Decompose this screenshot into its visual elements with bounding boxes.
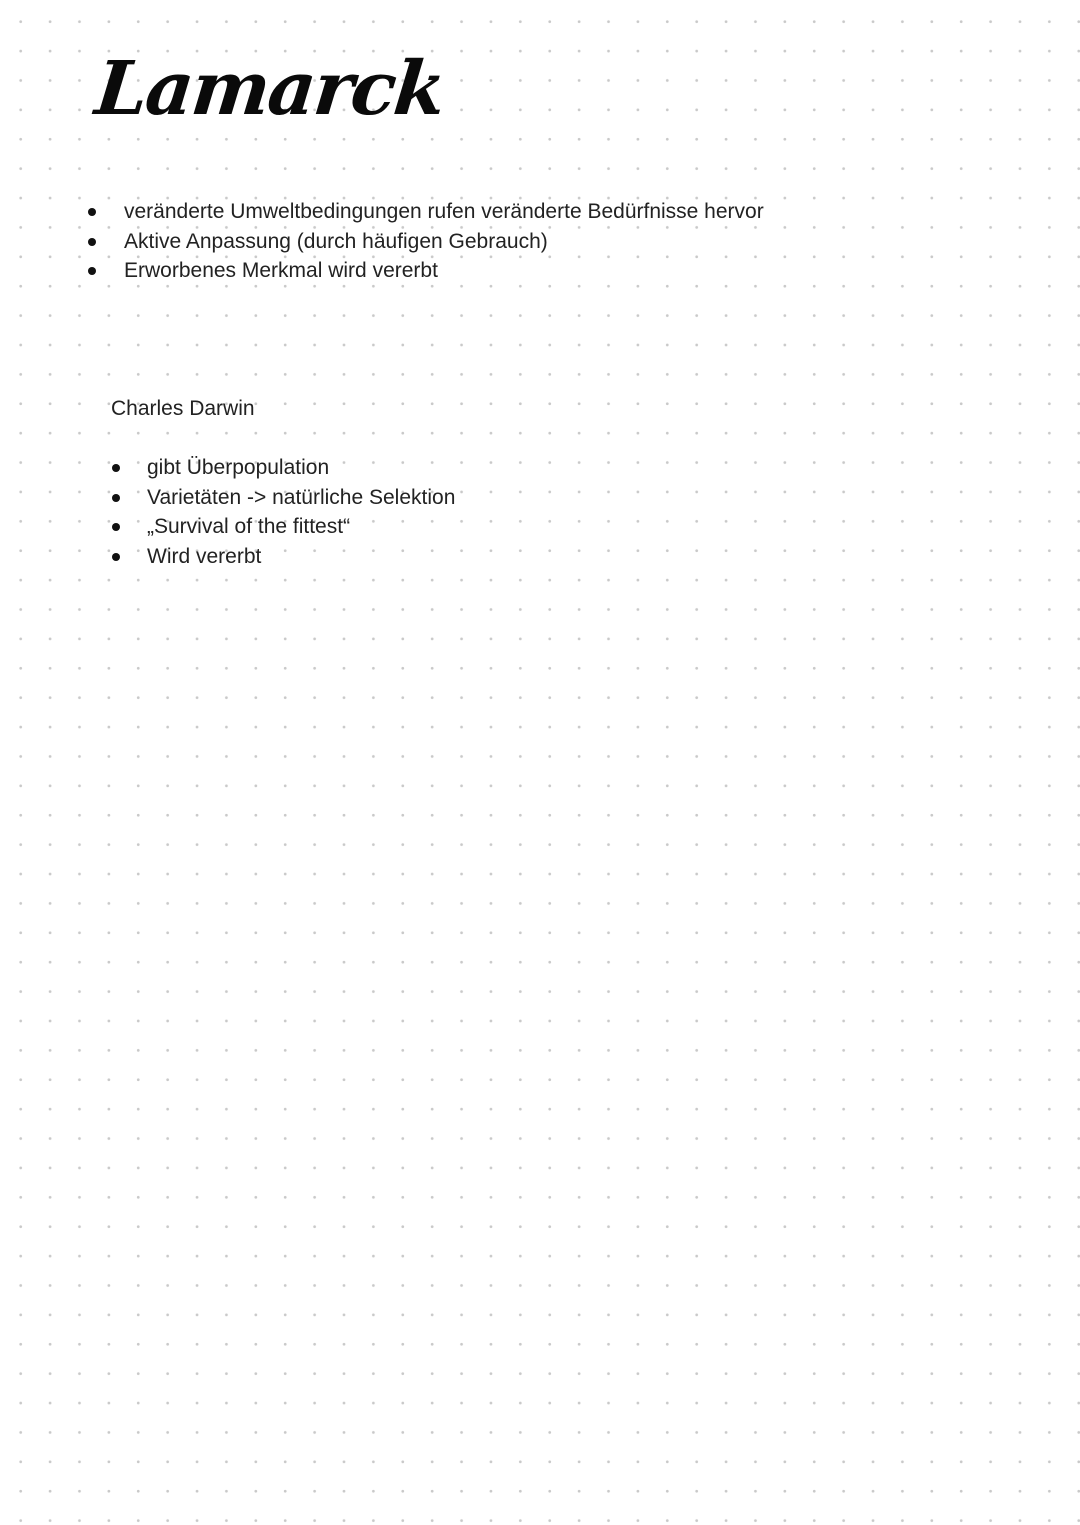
lamarck-bullet-list — [124, 197, 764, 286]
page-title: Lamarck — [91, 46, 449, 132]
list-item — [147, 542, 747, 572]
list-item-text: veränderte Umweltbedingungen rufen veränderte Bedürfnisse hervor — [124, 200, 764, 223]
bullet-icon — [88, 238, 96, 246]
list-item — [124, 227, 764, 257]
list-item-text: Erworbenes Merkmal wird vererbt — [124, 259, 438, 282]
bullet-icon — [112, 494, 120, 502]
list-item — [124, 256, 764, 286]
bullet-icon — [112, 523, 120, 531]
list-item-text: Aktive Anpassung (durch häufigen Gebrauch) — [124, 229, 548, 253]
bullet-icon — [112, 464, 120, 472]
darwin-heading: Charles Darwin — [111, 397, 255, 420]
list-item-text: gibt Überpopulation — [147, 456, 330, 479]
bullet-icon — [88, 208, 96, 216]
list-item-text: Varietäten -> natürliche Selektion — [147, 485, 456, 509]
bullet-icon — [88, 267, 96, 275]
list-item — [147, 483, 747, 513]
darwin-bullet-list — [147, 453, 747, 571]
list-item-text: „Survival of the fittest“ — [147, 515, 351, 538]
list-item-text: Wird vererbt — [147, 544, 262, 568]
list-item — [147, 453, 747, 483]
list-item — [124, 197, 764, 227]
list-item — [147, 512, 747, 542]
bullet-icon — [112, 553, 120, 561]
